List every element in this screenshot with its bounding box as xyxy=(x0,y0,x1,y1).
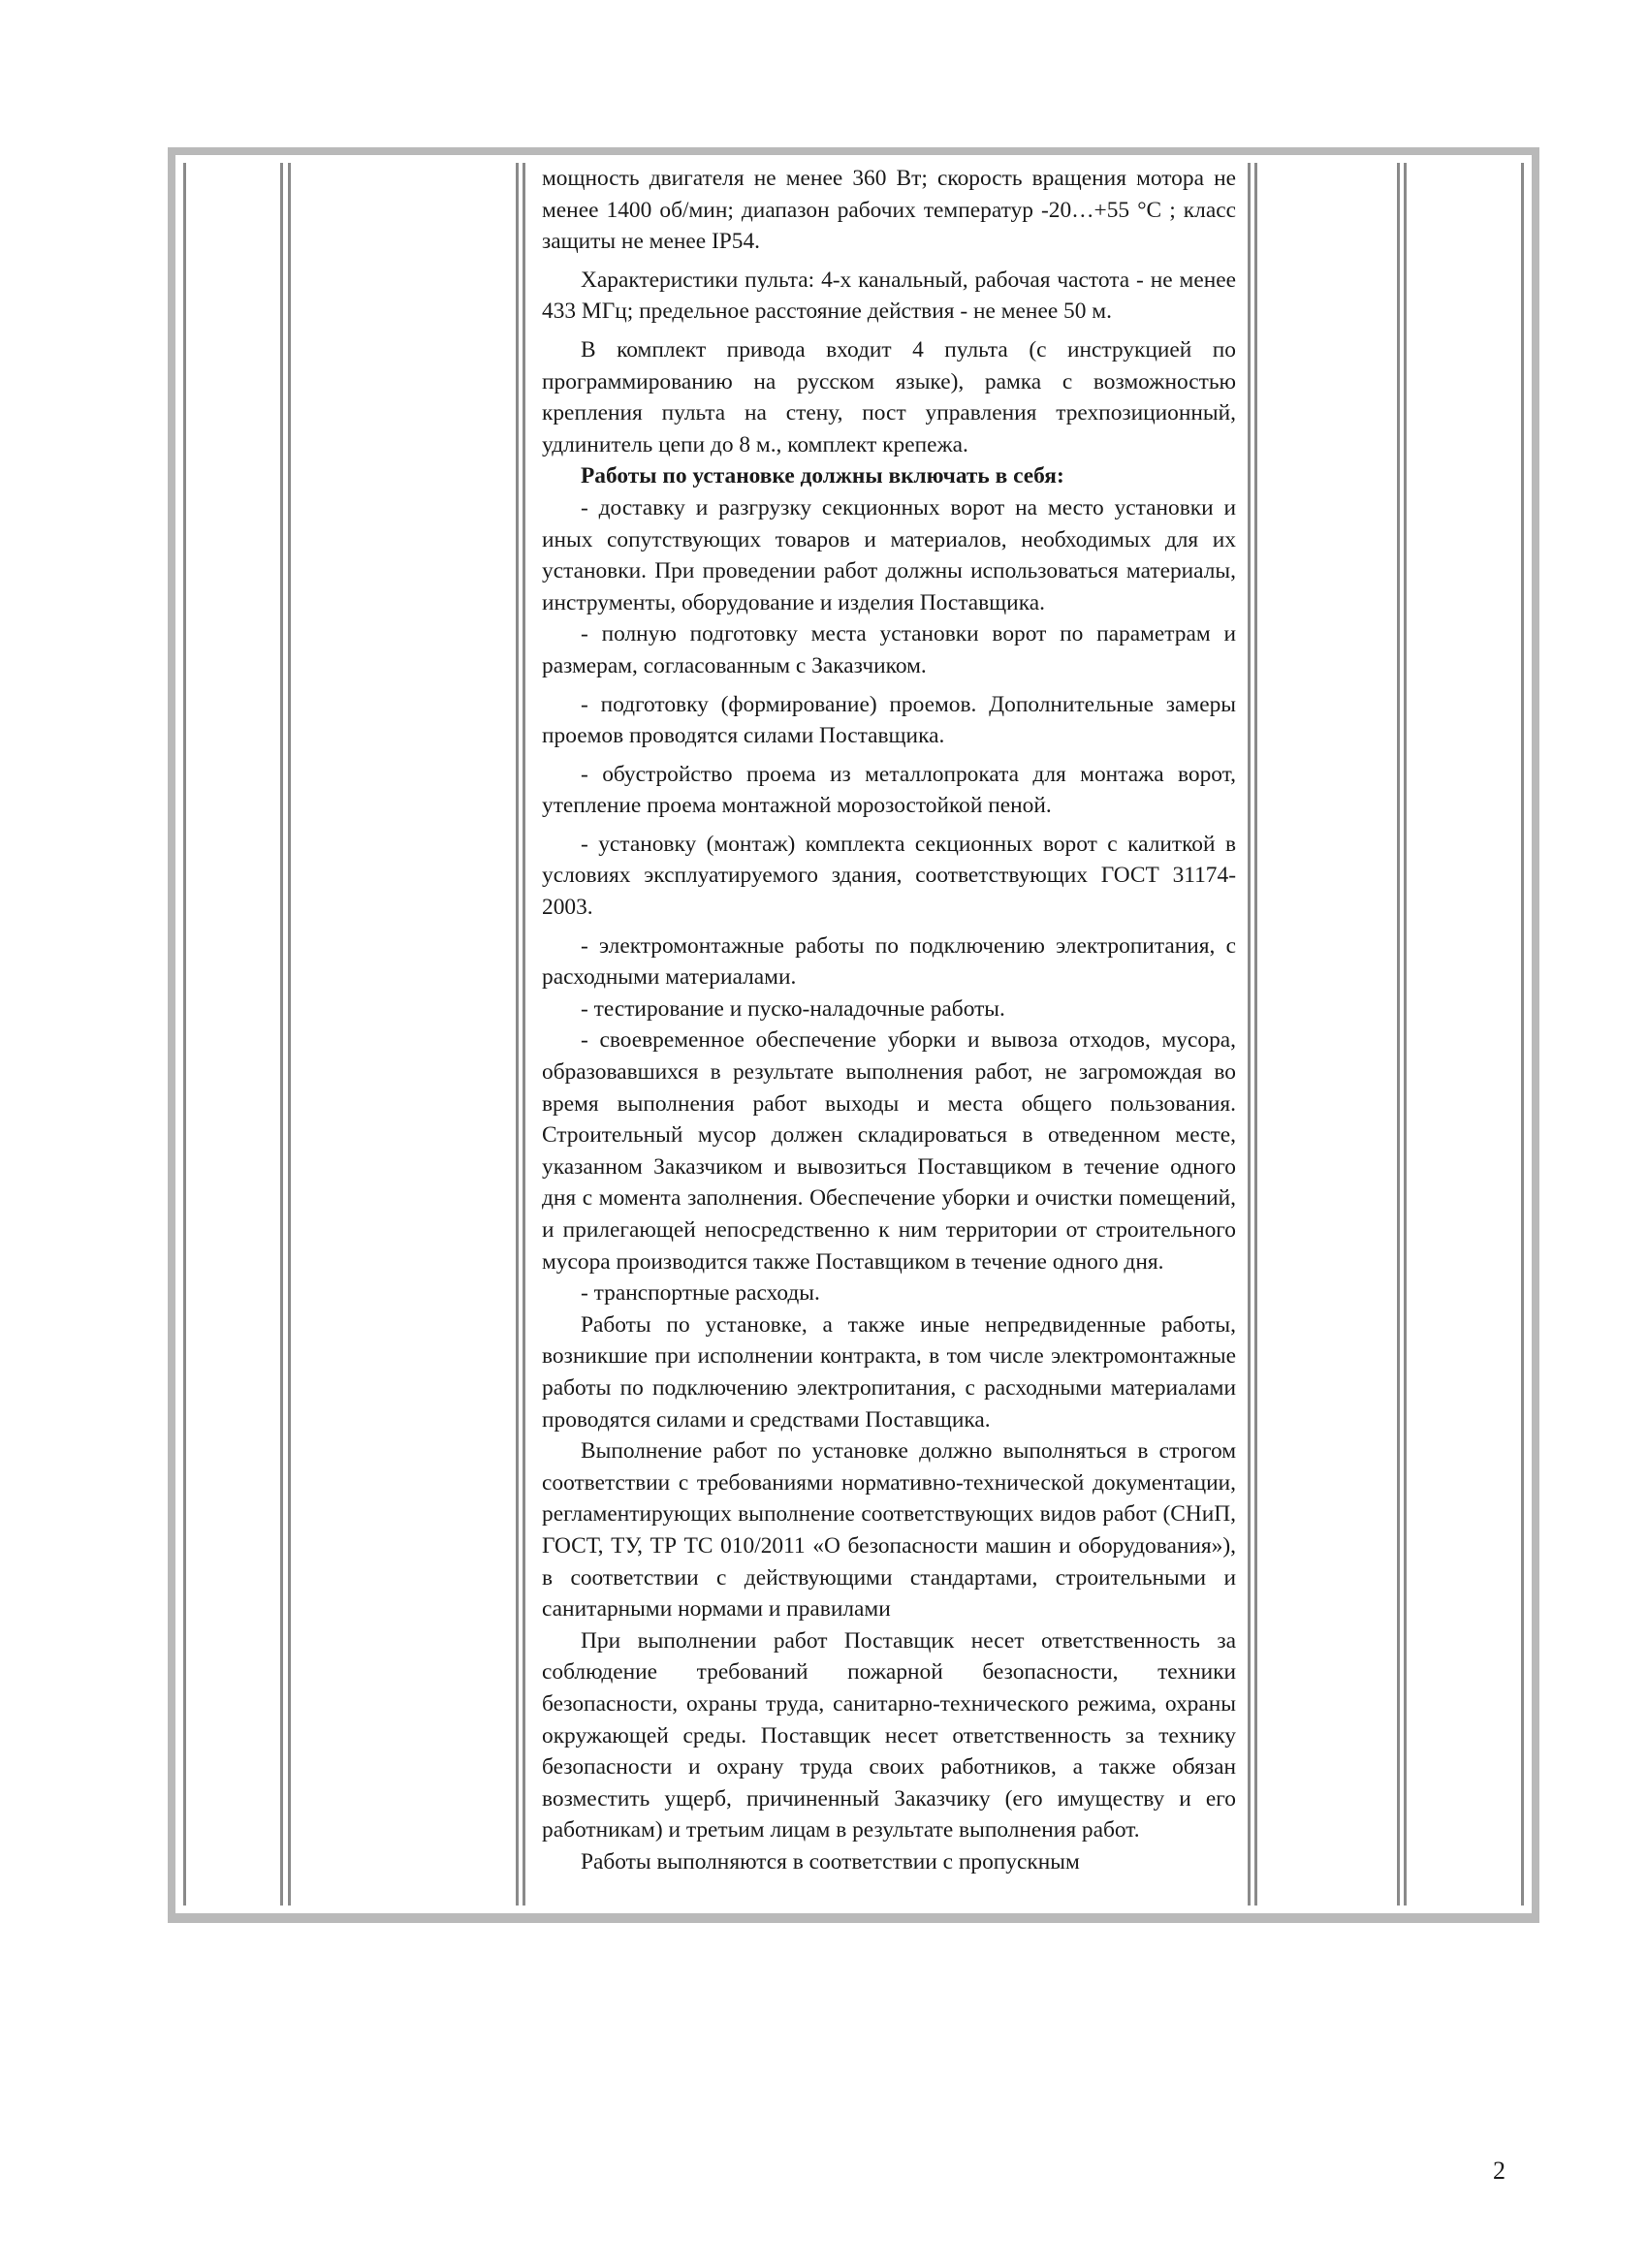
section-heading: Работы по установке должны включать в себя: xyxy=(581,463,1064,489)
paragraph: Работы выполняются в соответствии с пропускным xyxy=(581,1848,1080,1874)
table-column-unit xyxy=(1404,163,1524,1906)
paragraph: При выполнении работ Поставщик несет ответственность за соблюдение требований пожарной безопасности, техники безопасности, охраны труда, санитарно-технического режима, охраны окружающей среды. Поставщик несет ответственность за технику безопасности и охрану труда своих работников, а также обязан возместить ущерб, причиненный Заказчику (его имуществу и его работникам) и третьим лицам в результате выполнения работ. xyxy=(542,1627,1236,1843)
list-item: - доставку и разгрузку секционных ворот на место установки и иных сопутствующих товаров и материалов, необходимых для их установки. При проведении работ должны использоваться материалы, инструменты, оборудование и изделия Поставщика. xyxy=(542,494,1236,615)
list-item: - электромонтажные работы по подключению электропитания, с расходными материалами. xyxy=(542,932,1236,991)
list-item: - обустройство проема из металлопроката для монтажа ворот, утепление проема монтажной морозостойкой пеной. xyxy=(542,761,1236,819)
list-item: - транспортные расходы. xyxy=(581,1280,820,1307)
table-column-number xyxy=(183,163,283,1906)
list-item: - установку (монтаж) комплекта секционных ворот с калиткой в условиях эксплуатируемого здания, соответствующих ГОСТ 31174-2003. xyxy=(542,831,1236,921)
paragraph: В комплект привода входит 4 пульта (с инструкцией по программированию на русском языке), рамка с возможностью крепления пульта на стену, пост управления трехпозиционный, удлинитель цепи до 8 м., комплект крепежа. xyxy=(542,336,1236,457)
description-cell xyxy=(542,163,1236,1877)
paragraph: мощность двигателя не менее 360 Вт; скорость вращения мотора не менее 1400 об/мин; диапазон рабочих температур -20…+55 °С ; класс защиты не менее IP54. xyxy=(542,166,1236,255)
paragraph: Выполнение работ по установке должно выполняться в строгом соответствии с требованиями нормативно-технической документации, регламентирующих выполнение соответствующих видов работ (СНиП, ГОСТ, ТУ, ТР ТС 010/2011 «О безопасности машин и оборудования»), в соответствии с действующими стандартами, строительными и санитарными нормами и правилами xyxy=(542,1438,1236,1622)
list-item: - своевременное обеспечение уборки и вывоза отходов, мусора, образовавшихся в результате выполнения работ, не загромождая во время выполнения работ выходы и места общего пользования. Строительный мусор должен складироваться в отведенном месте, указанном Заказчиком и вывозиться Поставщиком в течение одного дня с момента заполнения. Обеспечение уборки и очистки помещений, и прилегающей непосредственно к ним территории от строительного мусора производится также Поставщиком в течение одного дня. xyxy=(542,1027,1236,1275)
list-item: - полную подготовку места установки ворот по параметрам и размерам, согласованным с Заказчиком. xyxy=(542,621,1236,678)
list-item: - тестирование и пуско-наладочные работы. xyxy=(581,995,1005,1022)
table-column-name xyxy=(288,163,519,1906)
paragraph: Характеристики пульта: 4-х канальный, рабочая частота - не менее 433 МГц; предельное расстояние действия - не менее 50 м. xyxy=(542,267,1236,325)
specification-table xyxy=(168,147,1539,1923)
table-column-quantity xyxy=(1254,163,1400,1906)
paragraph: Работы по установке, а также иные непредвиденные работы, возникшие при исполнении контракта, в том числе электромонтажные работы по подключению электропитания, с расходными материалами проводятся силами и средствами Поставщика. xyxy=(542,1311,1236,1433)
page-number: 2 xyxy=(1493,2157,1505,2185)
list-item: - подготовку (формирование) проемов. Дополнительные замеры проемов проводятся силами Поставщика. xyxy=(542,691,1236,749)
